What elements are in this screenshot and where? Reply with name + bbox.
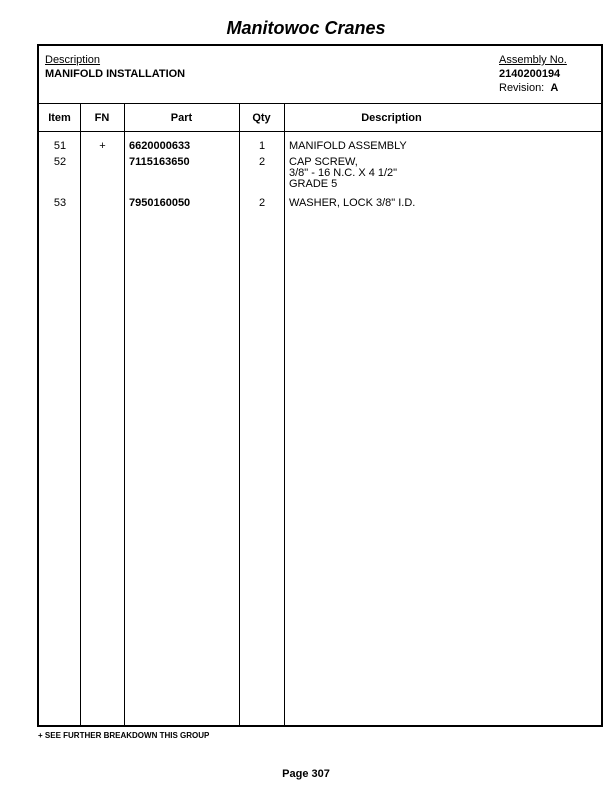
revision-line [499, 81, 567, 95]
part-description [289, 198, 415, 209]
description-line: MANIFOLD ASSEMBLY [289, 140, 407, 152]
quantity: 2 [258, 156, 266, 168]
column-header-qty: Qty [252, 112, 271, 124]
part-number: 7950160050 [129, 197, 191, 209]
description-label: Description [45, 54, 101, 66]
part-number: 6620000633 [129, 140, 191, 152]
part-number: 7115163650 [129, 156, 190, 168]
footnote: + SEE FURTHER BREAKDOWN THIS GROUP [38, 731, 210, 740]
item-number: 51 [53, 140, 67, 152]
column-divider [124, 103, 125, 725]
column-header-fn: FN [94, 112, 110, 124]
column-header-part: Part [170, 112, 193, 124]
description-line: GRADE 5 [289, 178, 338, 190]
description-value: MANIFOLD INSTALLATION [45, 68, 186, 80]
quantity: 1 [258, 140, 266, 152]
description-line: CAP SCREW, [289, 156, 358, 168]
quantity: 2 [258, 197, 266, 209]
column-header-item: Item [48, 112, 71, 124]
fn-marker: + [99, 140, 106, 152]
assembly-info [499, 53, 567, 95]
assembly-number-label: Assembly No. [499, 54, 567, 66]
column-header-description: Description [361, 112, 422, 124]
parts-list-frame [37, 44, 603, 727]
item-number: 53 [53, 197, 67, 209]
part-description [289, 157, 397, 190]
column-divider [284, 103, 285, 725]
description-line: WASHER, LOCK 3/8" I.D. [289, 197, 416, 209]
assembly-number-value: 2140200194 [499, 68, 561, 80]
page-number: Page 307 [282, 768, 330, 780]
item-number: 52 [53, 156, 67, 168]
revision-value: A [550, 82, 559, 94]
part-description [289, 141, 407, 152]
assembly-description [45, 53, 185, 81]
column-divider [239, 103, 240, 725]
document-title: Manitowoc Cranes [226, 18, 386, 38]
revision-label: Revision: [499, 82, 545, 94]
column-divider [80, 103, 81, 725]
description-line: 3/8" - 16 N.C. X 4 1/2" [289, 167, 398, 179]
